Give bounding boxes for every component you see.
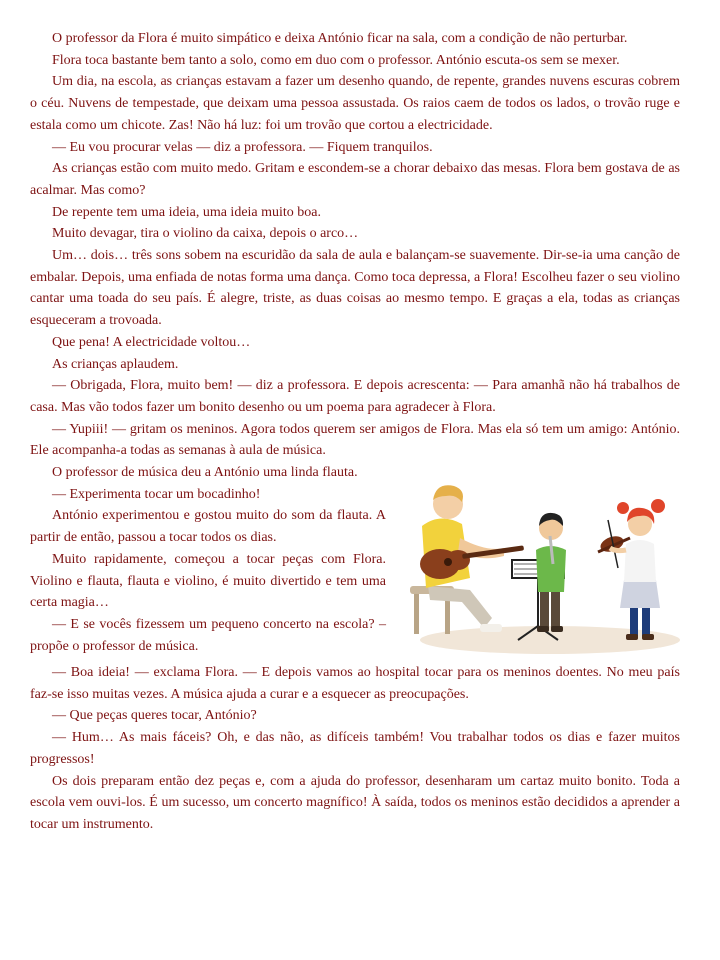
paragraph: As crianças aplaudem. bbox=[52, 356, 179, 372]
paragraph-group-bottom bbox=[30, 662, 680, 836]
paragraph-group-top bbox=[30, 28, 680, 462]
paragraph: O professor de música deu a António uma linda flauta. bbox=[52, 465, 358, 481]
paragraph: Flora toca bastante bem tanto a solo, como em duo com o professor. António escuta-os sem se mexer. bbox=[52, 52, 620, 68]
paragraph: De repente tem uma ideia, uma ideia muito boa. bbox=[52, 204, 322, 220]
paragraph-group-with-illustration bbox=[30, 462, 680, 662]
paragraph: Um… dois… três sons sobem na escuridão da sala de aula e balançam-se suavemente. Dir-se-ia uma canção de embalar. Depois, uma enfiada de notas forma uma dança. Como toca depressa, a Flora! Escolheu fazer o seu violino cantar uma toada do seu país. É alegre, triste, as duas coisas ao mesmo tempo. E graças a ela, todas as crianças esqueceram a trovoada. bbox=[30, 248, 680, 329]
paragraph: — E se vocês fizessem um pequeno concerto na escola? – propõe o professor de música. bbox=[30, 616, 386, 654]
paragraph: António experimentou e gostou muito do som da flauta. A partir de então, passou a tocar todos os dias. bbox=[30, 508, 386, 546]
paragraph: Que pena! A electricidade voltou… bbox=[52, 334, 251, 350]
paragraph: O professor da Flora é muito simpático e deixa António ficar na sala, com a condição de não perturbar. bbox=[52, 31, 628, 46]
paragraph: — Hum… As mais fáceis? Oh, e das não, as difíceis também! Vou trabalhar todos os dias e fazer muitos progressos! bbox=[30, 730, 680, 767]
paragraph: — Eu vou procurar velas –– diz a professora. — Fiquem tranquilos. bbox=[52, 139, 433, 155]
paragraph: Muito rapidamente, começou a tocar peças com Flora. Violino e flauta, flauta e violino, é muito divertido e tem uma certa magia… bbox=[30, 551, 386, 611]
children-playing-instruments-illustration bbox=[400, 468, 680, 658]
paragraph: — Experimenta tocar um bocadinho! bbox=[52, 486, 261, 502]
paragraph: As crianças estão com muito medo. Gritam e escondem-se a chorar debaixo das mesas. Flora bem gostava de as acalmar. Mas como? bbox=[30, 161, 680, 198]
paragraph: — Yupiii! — gritam os meninos. Agora todos querem ser amigos de Flora. Mas ela só tem um amigo: António. Ele acompanha-a todas as semanas à aula de música. bbox=[30, 421, 680, 459]
paragraph: Um dia, na escola, as crianças estavam a fazer um desenho quando, de repente, grandes nuvens escuras cobrem o céu. Nuvens de tempestade, que deixam uma pessoa assustada. Os raios caem de todos os lados, o trovão ruge e estala como um chicote. Zas! Não há luz: foi um trovão que cortou a electricidade. bbox=[30, 74, 680, 133]
paragraph: — Obrigada, Flora, muito bem! — diz a professora. E depois acrescenta: — Para amanhã não há trabalhos de casa. Mas vão todos fazer um bonito desenho ou um poema para agradecer à Flora. bbox=[30, 378, 680, 415]
paragraph: — Que peças queres tocar, António? bbox=[52, 708, 257, 724]
paragraph: Muito devagar, tira o violino da caixa, depois o arco… bbox=[52, 226, 359, 242]
paragraph: Os dois preparam então dez peças e, com a ajuda do professor, desenharam um cartaz muito bonito. Toda a escola vem ouvi-los. É um sucesso, um concerto magnífico! À saída, todos os meninos estão decididos a aprender a tocar um instrumento. bbox=[30, 773, 680, 832]
paragraph: — Boa ideia! — exclama Flora. –– E depois vamos ao hospital tocar para os meninos doentes. No meu país faz-se isso muitas vezes. A música ajuda a curar e a esquecer as preocupações. bbox=[30, 665, 680, 702]
